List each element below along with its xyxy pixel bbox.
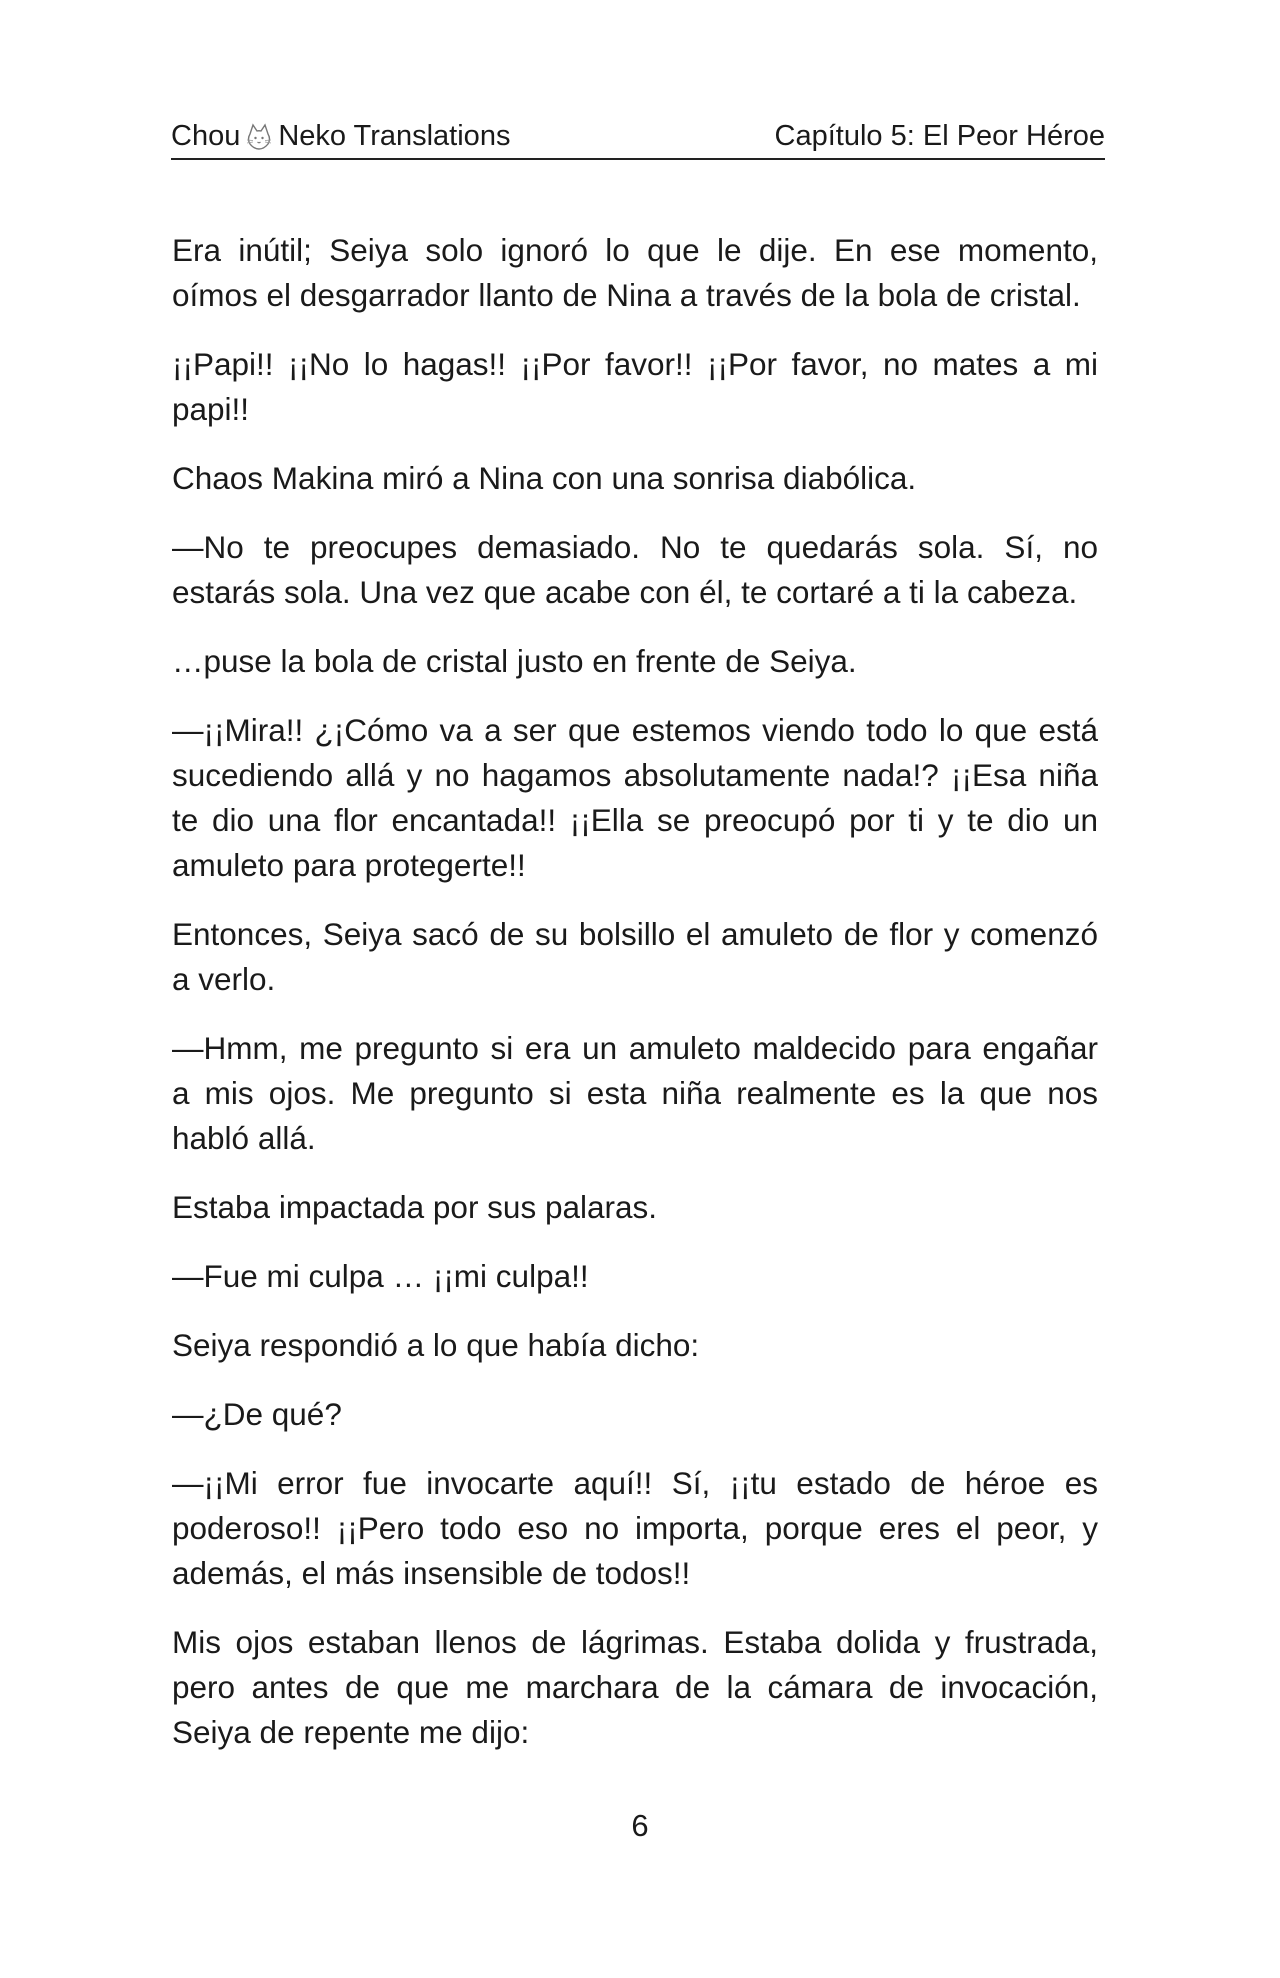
paragraph: —Hmm, me pregunto si era un amuleto maldecido para engañar a mis ojos. Me pregunto si esta niña realmente es la que nos habló allá. (172, 1030, 1098, 1156)
header-left (171, 116, 510, 158)
chapter-title: Capítulo 5: El Peor Héroe (774, 120, 1105, 152)
paragraph: Entonces, Seiya sacó de su bolsillo el amuleto de flor y comenzó a verlo. (172, 916, 1098, 997)
paragraph: —¿De qué? (172, 1396, 342, 1432)
paragraph: …puse la bola de cristal justo en frente de Seiya. (172, 643, 857, 679)
paragraph: —¡¡Mira!! ¿¡Cómo va a ser que estemos viendo todo lo que está sucediendo allá y no hagamos absolutamente nada!? ¡¡Esa niña te dio una flor encantada!! ¡¡Ella se preocupó por ti y te dio un amuleto para protegerte!! (172, 712, 1098, 883)
paragraph: Mis ojos estaban llenos de lágrimas. Estaba dolida y frustrada, pero antes de que me marchara de la cámara de invocación, Seiya de repente me dijo: (172, 1624, 1098, 1750)
paragraph: Seiya respondió a lo que había dicho: (172, 1327, 700, 1363)
cat-icon (244, 122, 274, 152)
running-header (171, 112, 1105, 160)
body-text (172, 228, 1098, 1779)
paragraph: —Fue mi culpa … ¡¡mi culpa!! (172, 1258, 589, 1294)
paragraph: ¡¡Papi!! ¡¡No lo hagas!! ¡¡Por favor!! ¡¡Por favor, no mates a mi papi!! (172, 346, 1098, 427)
paragraph: Chaos Makina miró a Nina con una sonrisa diabólica. (172, 460, 917, 496)
paragraph: —No te preocupes demasiado. No te quedarás sola. Sí, no estarás sola. Una vez que acabe con él, te cortaré a ti la cabeza. (172, 529, 1098, 610)
header-brand-part1: Chou (171, 120, 241, 152)
page-number: 6 (631, 1808, 649, 1843)
paragraph: Era inútil; Seiya solo ignoró lo que le dije. En ese momento, oímos el desgarrador llanto de Nina a través de la bola de cristal. (172, 232, 1098, 313)
header-brand-part2: Neko Translations (278, 120, 511, 152)
paragraph: Estaba impactada por sus palaras. (172, 1189, 658, 1225)
paragraph: —¡¡Mi error fue invocarte aquí!! Sí, ¡¡tu estado de héroe es poderoso!! ¡¡Pero todo eso no importa, porque eres el peor, y además, el más insensible de todos!! (172, 1465, 1098, 1591)
